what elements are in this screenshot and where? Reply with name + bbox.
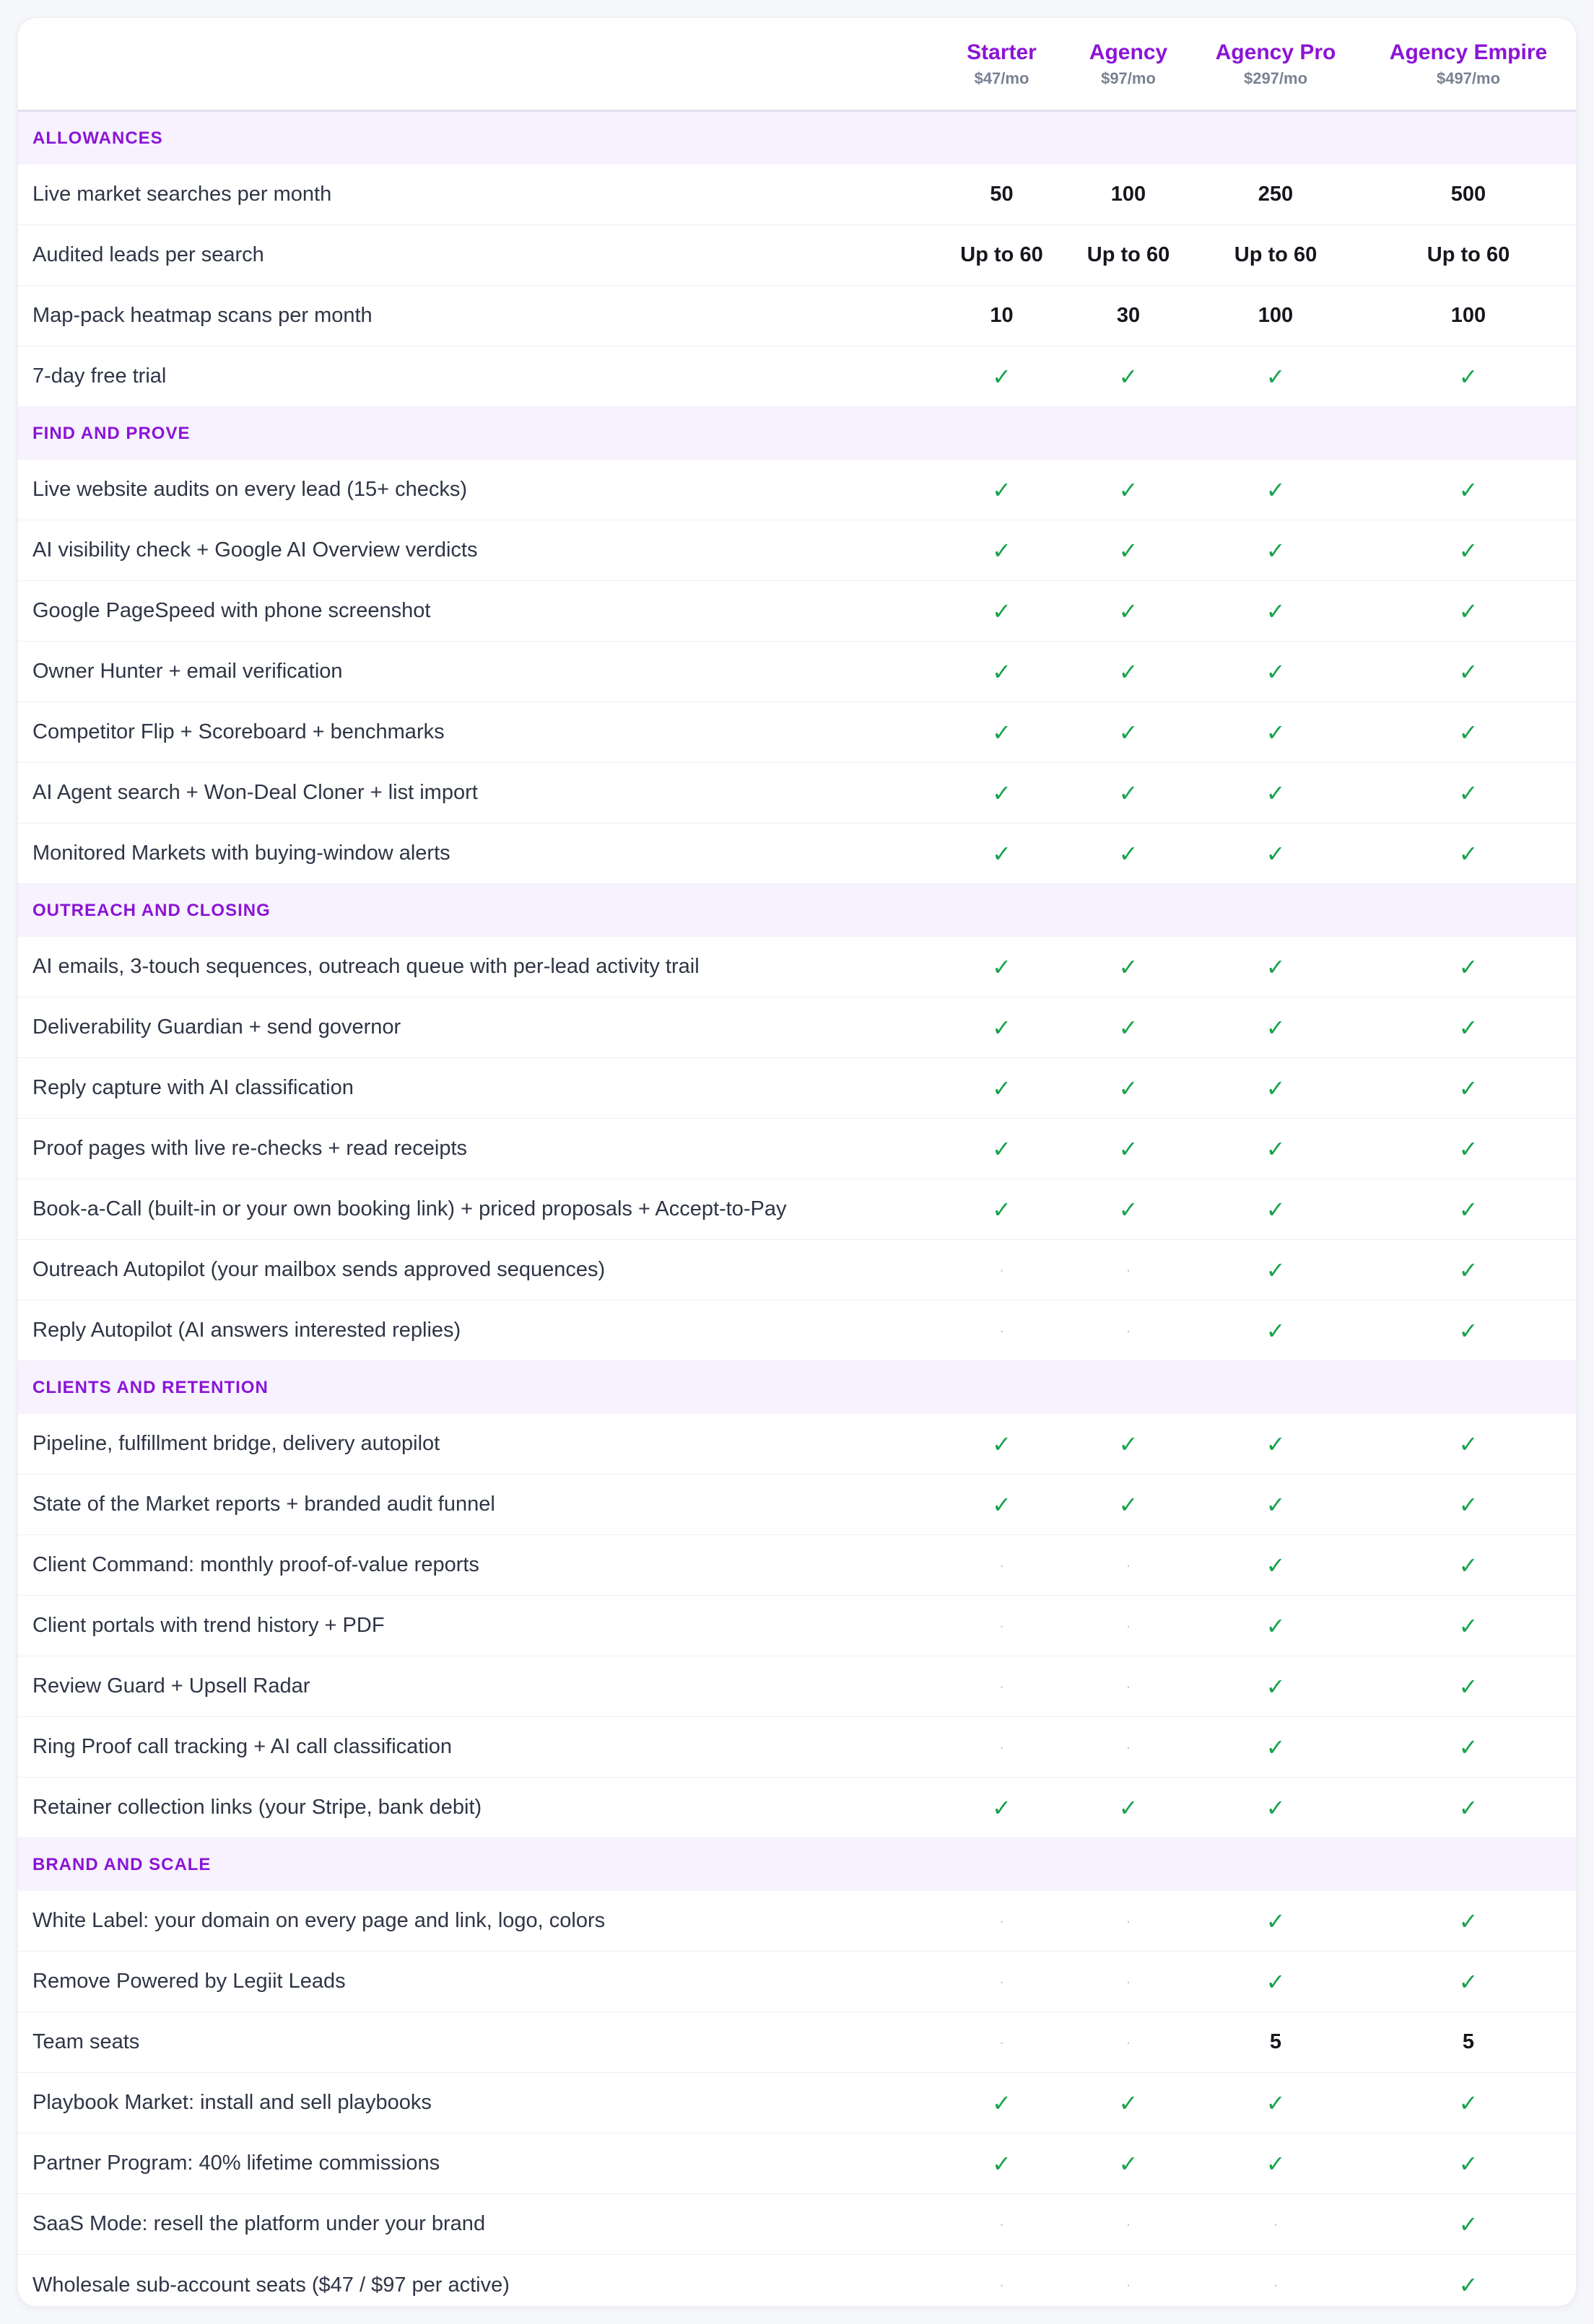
checkmark-icon: ✓ (1118, 779, 1138, 806)
table-row (18, 165, 1576, 225)
checkmark-icon: ✓ (1118, 719, 1138, 746)
checkmark-icon: ✓ (1458, 1734, 1478, 1760)
table-row (18, 2133, 1576, 2194)
checkmark-icon: ✓ (1266, 1196, 1286, 1223)
plan-header-agency (1065, 39, 1192, 89)
table-row (18, 520, 1576, 581)
not-included-dot: · (998, 2276, 1005, 2294)
not-included-dot: · (998, 2032, 1005, 2051)
table-row (18, 1535, 1576, 1596)
plan-header-agency-pro (1192, 39, 1359, 89)
checkmark-icon: ✓ (1458, 537, 1478, 564)
plan-value: 250 (1258, 183, 1294, 206)
checkmark-icon: ✓ (1118, 537, 1138, 564)
table-body (18, 112, 1576, 2307)
checkmark-icon: ✓ (1266, 1908, 1286, 1934)
checkmark-icon: ✓ (992, 1014, 1011, 1041)
feature-label: Review Guard + Upsell Radar (32, 1674, 310, 1698)
plan-value: Up to 60 (1427, 243, 1510, 266)
feature-label: Wholesale sub-account seats ($47 / $97 per active) (32, 2273, 510, 2297)
checkmark-icon: ✓ (1118, 1430, 1138, 1457)
table-row (18, 1656, 1576, 1717)
not-included-dot: · (1273, 2214, 1279, 2233)
not-included-dot: · (1273, 2276, 1279, 2294)
not-included-dot: · (1125, 1911, 1131, 1930)
table-row (18, 1179, 1576, 1240)
checkmark-icon: ✓ (1458, 2089, 1478, 2116)
table-row (18, 1240, 1576, 1301)
feature-label: 7-day free trial (32, 364, 167, 388)
checkmark-icon: ✓ (1458, 1612, 1478, 1639)
section-header-outreach-and-closing (18, 884, 1576, 937)
table-row (18, 346, 1576, 407)
plan-value: 100 (1450, 304, 1486, 327)
checkmark-icon: ✓ (1458, 476, 1478, 503)
table-row (18, 2255, 1576, 2307)
section-header-allowances (18, 112, 1576, 165)
section-title: FIND AND PROVE (32, 423, 191, 443)
not-included-dot: · (998, 1972, 1005, 1991)
table-row (18, 1596, 1576, 1656)
checkmark-icon: ✓ (1458, 2211, 1478, 2237)
not-included-dot: · (998, 1555, 1005, 1574)
not-included-dot: · (998, 2214, 1005, 2233)
checkmark-icon: ✓ (992, 2089, 1011, 2116)
checkmark-icon: ✓ (992, 363, 1011, 390)
table-row (18, 1414, 1576, 1475)
checkmark-icon: ✓ (1458, 1014, 1478, 1041)
checkmark-icon: ✓ (1118, 2089, 1138, 2116)
section-title: ALLOWANCES (32, 128, 163, 148)
checkmark-icon: ✓ (1118, 476, 1138, 503)
checkmark-icon: ✓ (1118, 658, 1138, 685)
feature-label: Deliverability Guardian + send governor (32, 1015, 401, 1039)
checkmark-icon: ✓ (1266, 1552, 1286, 1578)
table-row (18, 1301, 1576, 1361)
checkmark-icon: ✓ (1458, 779, 1478, 806)
plan-price: $297/mo (1243, 69, 1308, 87)
table-row (18, 2073, 1576, 2133)
checkmark-icon: ✓ (1266, 1491, 1286, 1518)
checkmark-icon: ✓ (992, 779, 1011, 806)
checkmark-icon: ✓ (992, 840, 1011, 867)
feature-label: Live market searches per month (32, 183, 332, 206)
plan-value: 100 (1110, 183, 1146, 206)
feature-label: Remove Powered by Legiit Leads (32, 1970, 346, 1993)
checkmark-icon: ✓ (992, 1430, 1011, 1457)
checkmark-icon: ✓ (1458, 1317, 1478, 1344)
checkmark-icon: ✓ (1458, 598, 1478, 624)
feature-label: Proof pages with live re-checks + read receipts (32, 1137, 468, 1160)
checkmark-icon: ✓ (1266, 1075, 1286, 1101)
plan-value: 30 (1116, 304, 1141, 327)
checkmark-icon: ✓ (1458, 1552, 1478, 1578)
checkmark-icon: ✓ (1266, 779, 1286, 806)
table-row (18, 286, 1576, 346)
checkmark-icon: ✓ (1118, 840, 1138, 867)
not-included-dot: · (998, 1260, 1005, 1279)
plan-comparison-table (17, 17, 1577, 2307)
checkmark-icon: ✓ (1118, 1794, 1138, 1821)
not-included-dot: · (1125, 2276, 1131, 2294)
not-included-dot: · (1125, 1555, 1131, 1574)
checkmark-icon: ✓ (992, 476, 1011, 503)
section-header-brand-and-scale (18, 1838, 1576, 1891)
feature-label: Google PageSpeed with phone screenshot (32, 599, 431, 622)
feature-label: Pipeline, fulfillment bridge, delivery autopilot (32, 1432, 440, 1455)
plan-value: 50 (990, 183, 1014, 206)
not-included-dot: · (1125, 1972, 1131, 1991)
checkmark-icon: ✓ (992, 598, 1011, 624)
feature-label: Competitor Flip + Scoreboard + benchmarks (32, 720, 445, 743)
feature-label: Client Command: monthly proof-of-value reports (32, 1553, 479, 1576)
checkmark-icon: ✓ (1266, 1673, 1286, 1700)
checkmark-icon: ✓ (1458, 2150, 1478, 2177)
table-row (18, 1119, 1576, 1179)
table-row (18, 1778, 1576, 1838)
plan-price: $47/mo (974, 69, 1029, 87)
feature-label: Team seats (32, 2030, 140, 2053)
checkmark-icon: ✓ (1458, 1673, 1478, 1700)
feature-label: State of the Market reports + branded audit funnel (32, 1493, 495, 1516)
checkmark-icon: ✓ (1266, 1135, 1286, 1162)
plan-value: 100 (1258, 304, 1294, 327)
checkmark-icon: ✓ (1266, 1968, 1286, 1995)
checkmark-icon: ✓ (1458, 1430, 1478, 1457)
checkmark-icon: ✓ (1118, 2150, 1138, 2177)
table-row (18, 763, 1576, 824)
checkmark-icon: ✓ (1458, 2272, 1478, 2298)
not-included-dot: · (1125, 2032, 1131, 2051)
plan-price: $97/mo (1101, 69, 1156, 87)
checkmark-icon: ✓ (1266, 1014, 1286, 1041)
feature-label: Map-pack heatmap scans per month (32, 304, 373, 327)
feature-label: AI Agent search + Won-Deal Cloner + list import (32, 781, 478, 804)
section-header-clients-and-retention (18, 1361, 1576, 1414)
checkmark-icon: ✓ (1458, 363, 1478, 390)
not-included-dot: · (1125, 1321, 1131, 1340)
plan-name: Starter (967, 40, 1037, 64)
checkmark-icon: ✓ (1458, 1257, 1478, 1283)
plan-value: 500 (1450, 183, 1486, 206)
checkmark-icon: ✓ (1458, 1491, 1478, 1518)
plan-header-starter (938, 39, 1065, 89)
feature-label: Owner Hunter + email verification (32, 660, 343, 683)
checkmark-icon: ✓ (1458, 1075, 1478, 1101)
checkmark-icon: ✓ (1266, 598, 1286, 624)
plan-name: Agency (1089, 40, 1168, 64)
table-row (18, 702, 1576, 763)
not-included-dot: · (1125, 2214, 1131, 2233)
feature-label: Partner Program: 40% lifetime commissions (32, 2152, 440, 2175)
section-title: BRAND AND SCALE (32, 1854, 212, 1874)
checkmark-icon: ✓ (1266, 658, 1286, 685)
feature-label: AI visibility check + Google AI Overview verdicts (32, 538, 478, 562)
not-included-dot: · (998, 1737, 1005, 1756)
table-header (18, 18, 1576, 112)
plan-value: 10 (990, 304, 1014, 327)
checkmark-icon: ✓ (1266, 2089, 1286, 2116)
checkmark-icon: ✓ (992, 719, 1011, 746)
not-included-dot: · (1125, 1677, 1131, 1695)
table-row (18, 937, 1576, 997)
plan-name: Agency Empire (1389, 40, 1548, 64)
table-row (18, 1891, 1576, 1952)
checkmark-icon: ✓ (1266, 363, 1286, 390)
checkmark-icon: ✓ (1458, 1968, 1478, 1995)
checkmark-icon: ✓ (1118, 1491, 1138, 1518)
feature-label: Playbook Market: install and sell playbooks (32, 2091, 432, 2114)
checkmark-icon: ✓ (1266, 537, 1286, 564)
checkmark-icon: ✓ (1266, 476, 1286, 503)
table-row (18, 1717, 1576, 1778)
feature-label: Audited leads per search (32, 243, 264, 266)
feature-label: Reply capture with AI classification (32, 1076, 354, 1099)
checkmark-icon: ✓ (1458, 719, 1478, 746)
feature-label: Live website audits on every lead (15+ checks) (32, 478, 468, 501)
section-header-find-and-prove (18, 407, 1576, 460)
feature-label: Monitored Markets with buying-window alerts (32, 842, 450, 865)
checkmark-icon: ✓ (1458, 1794, 1478, 1821)
table-row (18, 460, 1576, 520)
checkmark-icon: ✓ (1266, 2150, 1286, 2177)
plan-name: Agency Pro (1215, 40, 1336, 64)
checkmark-icon: ✓ (992, 953, 1011, 980)
checkmark-icon: ✓ (992, 1794, 1011, 1821)
feature-label: Ring Proof call tracking + AI call classification (32, 1735, 453, 1758)
feature-label: Client portals with trend history + PDF (32, 1614, 385, 1637)
table-row (18, 997, 1576, 1058)
checkmark-icon: ✓ (1458, 1196, 1478, 1223)
checkmark-icon: ✓ (992, 2150, 1011, 2177)
section-title: OUTREACH AND CLOSING (32, 900, 271, 920)
section-title: CLIENTS AND RETENTION (32, 1377, 269, 1397)
not-included-dot: · (1125, 1737, 1131, 1756)
feature-label: SaaS Mode: resell the platform under your brand (32, 2212, 486, 2235)
plan-value: Up to 60 (960, 243, 1043, 266)
feature-label: Book-a-Call (built-in or your own booking link) + priced proposals + Accept-to-Pay (32, 1197, 787, 1220)
plan-header-agency-empire (1359, 39, 1577, 89)
checkmark-icon: ✓ (1458, 1908, 1478, 1934)
table-row (18, 2012, 1576, 2073)
checkmark-icon: ✓ (1118, 363, 1138, 390)
not-included-dot: · (998, 1616, 1005, 1635)
table-row (18, 581, 1576, 642)
checkmark-icon: ✓ (1266, 953, 1286, 980)
checkmark-icon: ✓ (1266, 840, 1286, 867)
not-included-dot: · (1125, 1616, 1131, 1635)
table-row (18, 1952, 1576, 2012)
checkmark-icon: ✓ (992, 1075, 1011, 1101)
not-included-dot: · (998, 1321, 1005, 1340)
table-row (18, 1475, 1576, 1535)
checkmark-icon: ✓ (1118, 1014, 1138, 1041)
table-row (18, 1058, 1576, 1119)
feature-label: AI emails, 3-touch sequences, outreach queue with per-lead activity trail (32, 955, 700, 978)
checkmark-icon: ✓ (1118, 1075, 1138, 1101)
table-row (18, 2194, 1576, 2255)
checkmark-icon: ✓ (1118, 953, 1138, 980)
checkmark-icon: ✓ (992, 658, 1011, 685)
checkmark-icon: ✓ (1118, 1135, 1138, 1162)
plan-value: Up to 60 (1086, 243, 1170, 266)
checkmark-icon: ✓ (1266, 1794, 1286, 1821)
checkmark-icon: ✓ (1458, 840, 1478, 867)
table-row (18, 824, 1576, 884)
checkmark-icon: ✓ (1266, 1734, 1286, 1760)
checkmark-icon: ✓ (1266, 1257, 1286, 1283)
feature-label: Outreach Autopilot (your mailbox sends approved sequences) (32, 1258, 606, 1281)
checkmark-icon: ✓ (1458, 1135, 1478, 1162)
checkmark-icon: ✓ (1118, 1196, 1138, 1223)
checkmark-icon: ✓ (992, 1196, 1011, 1223)
checkmark-icon: ✓ (1458, 658, 1478, 685)
checkmark-icon: ✓ (992, 1135, 1011, 1162)
plan-value: 5 (1269, 2030, 1282, 2053)
checkmark-icon: ✓ (992, 1491, 1011, 1518)
feature-label: White Label: your domain on every page and link, logo, colors (32, 1909, 606, 1932)
not-included-dot: · (1125, 1260, 1131, 1279)
feature-label: Reply Autopilot (AI answers interested replies) (32, 1319, 461, 1342)
checkmark-icon: ✓ (1266, 1317, 1286, 1344)
checkmark-icon: ✓ (1458, 953, 1478, 980)
plan-value: Up to 60 (1234, 243, 1318, 266)
checkmark-icon: ✓ (992, 537, 1011, 564)
plan-value: 5 (1462, 2030, 1475, 2053)
checkmark-icon: ✓ (1118, 598, 1138, 624)
not-included-dot: · (998, 1911, 1005, 1930)
plan-price: $497/mo (1436, 69, 1501, 87)
table-row (18, 225, 1576, 286)
checkmark-icon: ✓ (1266, 1612, 1286, 1639)
not-included-dot: · (998, 1677, 1005, 1695)
checkmark-icon: ✓ (1266, 719, 1286, 746)
table-row (18, 642, 1576, 702)
checkmark-icon: ✓ (1266, 1430, 1286, 1457)
feature-label: Retainer collection links (your Stripe, bank debit) (32, 1796, 482, 1819)
